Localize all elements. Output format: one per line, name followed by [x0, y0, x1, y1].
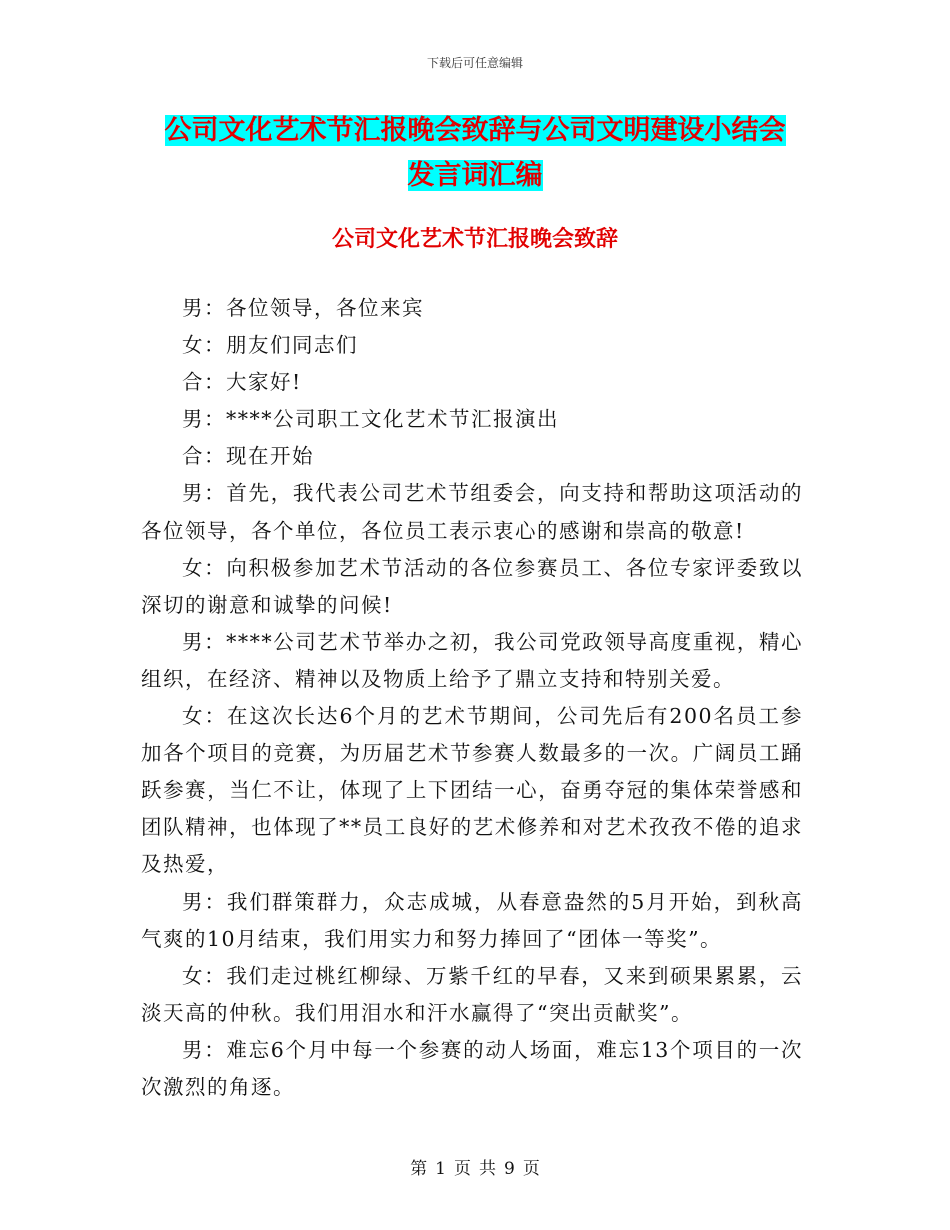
section-title: 公司文化艺术节汇报晚会致辞	[331, 226, 618, 252]
header-note: 下载后可任意编辑	[426, 56, 523, 70]
paragraph: 女：我们走过桃红柳绿、万紫千红的早春，又来到硕果累累，云淡天高的仲秋。我们用泪水和汗水赢得了“突出贡献奖”。	[141, 963, 803, 1025]
footer-total-unit: 页	[522, 1159, 540, 1179]
footer-total-prefix: 共	[479, 1159, 496, 1179]
paragraph: 合：大家好!	[182, 370, 302, 395]
footer-prefix: 第	[410, 1159, 428, 1179]
page-number: 1	[435, 1159, 446, 1179]
paragraph: 男：****公司艺术节举办之初，我公司党政领导高度重视，精心组织，在经济、精神以及物质上给予了鼎立支持和特别关爱。	[141, 629, 803, 691]
paragraph: 合：现在开始	[182, 444, 314, 469]
document-title-line-1: 公司文化艺术节汇报晚会致辞与公司文明建设小结会	[164, 115, 786, 146]
paragraph: 男：首先，我代表公司艺术节组委会，向支持和帮助这项活动的各位领导，各个单位，各位员工表示衷心的感谢和崇高的敬意!	[141, 481, 803, 543]
document-title	[140, 108, 810, 198]
paragraph: 男：我们群策群力，众志成城，从春意盎然的5月开始，到秋高气爽的10月结束，我们用实力和努力捧回了“团体一等奖”。	[141, 889, 803, 951]
document-title-line-2: 发言词汇编	[407, 160, 543, 191]
paragraph: 男：****公司职工文化艺术节汇报演出	[182, 407, 559, 432]
paragraph: 男：难忘6个月中每一个参赛的动人场面，难忘13个项目的一次次激烈的角逐。	[141, 1037, 803, 1099]
paragraph: 女：在这次长达6个月的艺术节期间，公司先后有200名员工参加各个项目的竞赛，为历届艺术节参赛人数最多的一次。广阔员工踊跃参赛，当仁不让，体现了上下团结一心，奋勇夺冠的集体荣誉感和团队精神，也体现了**员工良好的艺术修养和对艺术孜孜不倦的追求及热爱，	[141, 704, 803, 877]
paragraph: 男：各位领导，各位来宾	[182, 296, 424, 320]
paragraph: 女：朋友们同志们	[182, 333, 358, 358]
footer-page-unit: 页	[454, 1159, 471, 1179]
paragraph: 女：向积极参加艺术节活动的各位参赛员工、各位专家评委致以深切的谢意和诚挚的问候!	[141, 555, 803, 617]
speech-body	[141, 290, 803, 1106]
total-pages: 9	[504, 1159, 515, 1179]
page-footer	[0, 1154, 950, 1179]
